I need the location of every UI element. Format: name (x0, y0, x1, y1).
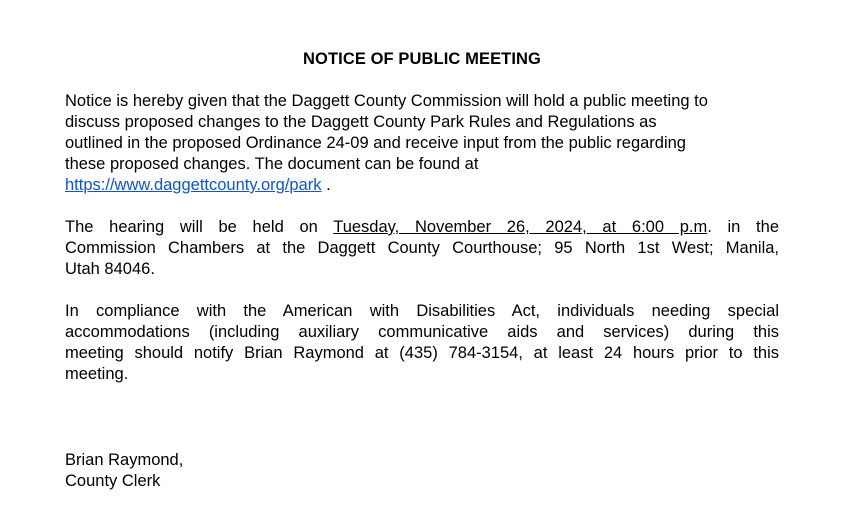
notice-paragraph (65, 91, 779, 196)
page-title: NOTICE OF PUBLIC MEETING (303, 50, 541, 68)
notice-link-line (65, 175, 779, 196)
hearing-after-date: . in the (707, 218, 779, 236)
signature-name: Brian Raymond, (65, 451, 184, 469)
link-suffix: . (321, 176, 331, 194)
hearing-intro: The hearing will be held on (65, 218, 334, 236)
notice-line: these proposed changes. The document can be found at (65, 155, 479, 173)
hearing-line-1 (65, 217, 779, 238)
notice-line: Notice is hereby given that the Daggett County Commission will hold a public meeting to (65, 92, 708, 110)
signature-title: County Clerk (65, 472, 161, 490)
ada-line: meeting. (65, 365, 129, 383)
ada-line: accommodations (including auxiliary communicative aids and services) during this (65, 323, 779, 341)
hearing-paragraph (65, 217, 779, 280)
document-link[interactable]: https://www.daggettcounty.org/park (65, 176, 322, 194)
notice-line: outlined in the proposed Ordinance 24-09 and receive input from the public regarding (65, 134, 686, 152)
hearing-date: Tuesday, November 26, 2024, at 6:00 p.m (333, 218, 708, 236)
notice-line: discuss proposed changes to the Daggett County Park Rules and Regulations as (65, 113, 657, 131)
hearing-line-3: Utah 84046. (65, 260, 155, 278)
ada-line: In compliance with the American with Disabilities Act, individuals needing special (65, 302, 779, 320)
hearing-line-2: Commission Chambers at the Daggett County Courthouse; 95 North 1st West; Manila, (65, 239, 779, 257)
ada-line: meeting should notify Brian Raymond at (435) 784-3154, at least 24 hours prior to this (65, 344, 779, 362)
ada-paragraph (65, 301, 779, 385)
